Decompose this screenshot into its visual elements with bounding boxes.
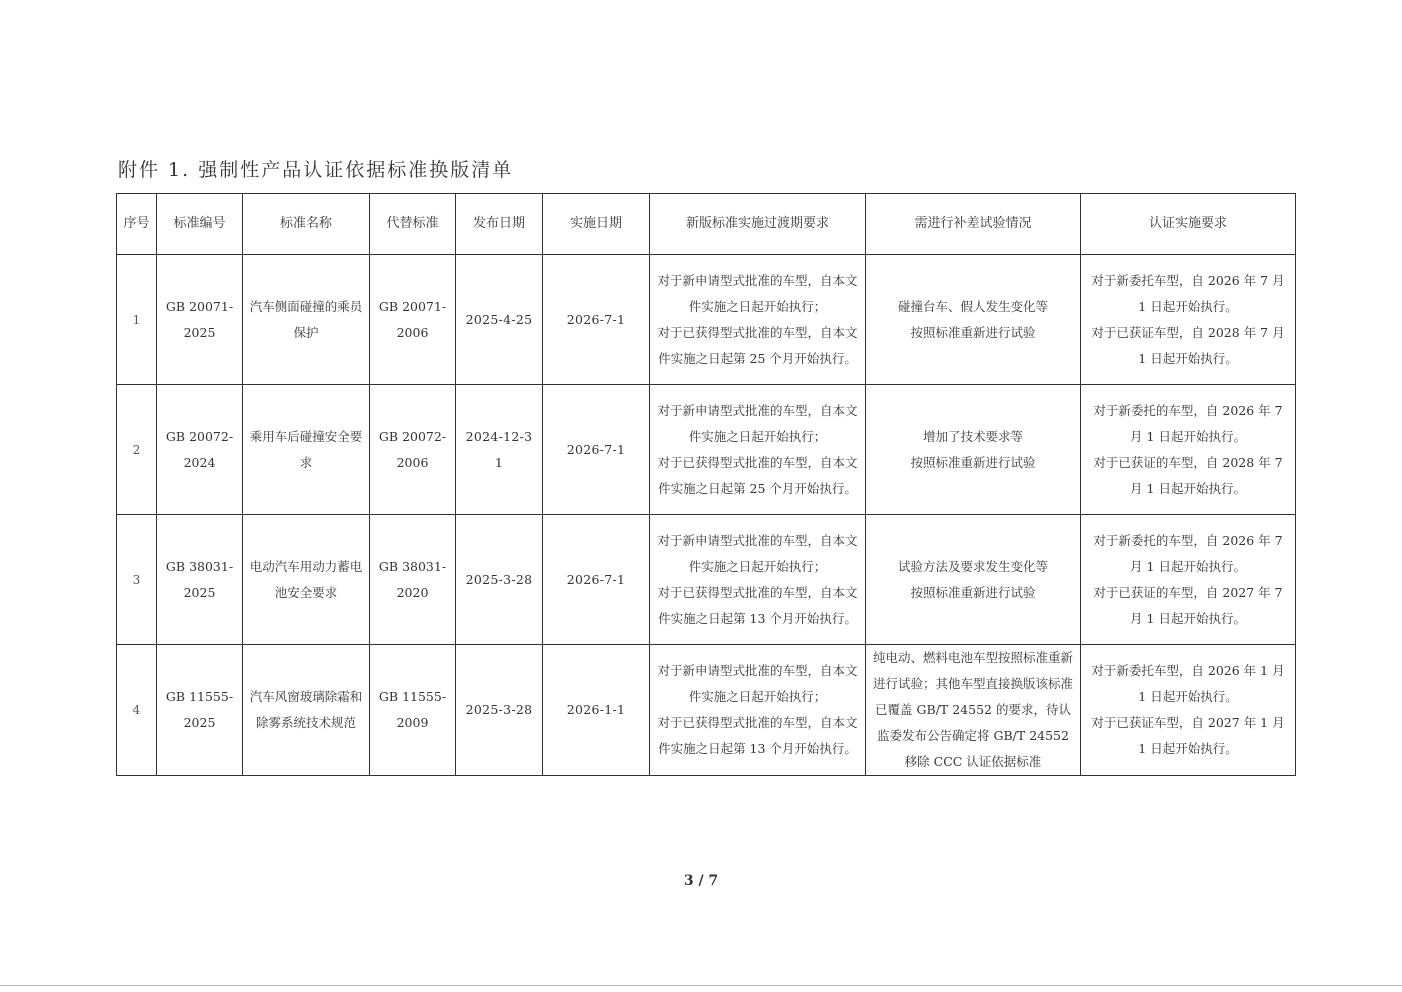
table-body	[117, 255, 1296, 776]
cell-implement-date: 2026-7-1	[543, 255, 650, 385]
table-row	[117, 515, 1296, 645]
cell-seq: 1	[117, 255, 157, 385]
standards-table	[116, 193, 1296, 776]
cell-transition	[650, 255, 866, 385]
cell-supplementary-test	[866, 515, 1081, 645]
cell-name: 汽车风窗玻璃除霜和除雾系统技术规范	[243, 645, 370, 776]
header-name: 标准名称	[243, 194, 370, 255]
cell-seq: 2	[117, 385, 157, 515]
certification-existing-line: 对于已获证的车型，自 2027 年 7 月 1 日起开始执行。	[1093, 584, 1283, 626]
cell-implement-date: 2026-7-1	[543, 515, 650, 645]
cell-seq: 3	[117, 515, 157, 645]
certification-existing-line: 对于已获证的车型，自 2028 年 7 月 1 日起开始执行。	[1093, 454, 1283, 496]
cell-replaces: GB 20071-2006	[370, 255, 456, 385]
cell-implement-date: 2026-1-1	[543, 645, 650, 776]
certification-new-line: 对于新委托的车型，自 2026 年 7 月 1 日起开始执行。	[1093, 532, 1283, 574]
document-title: 附件 1. 强制性产品认证依据标准换版清单	[118, 159, 514, 181]
cell-name: 汽车侧面碰撞的乘员保护	[243, 255, 370, 385]
cell-code: GB 20071-2025	[157, 255, 243, 385]
header-transition: 新版标准实施过渡期要求	[650, 194, 866, 255]
cell-supplementary-test	[866, 385, 1081, 515]
transition-new-line: 对于新申请型式批准的车型，自本文件实施之日起开始执行；	[657, 402, 858, 444]
cell-implement-date: 2026-7-1	[543, 385, 650, 515]
cell-certification	[1081, 645, 1296, 776]
header-implement-date: 实施日期	[543, 194, 650, 255]
cell-replaces: GB 38031-2020	[370, 515, 456, 645]
certification-existing-line: 对于已获证车型，自 2028 年 7 月 1 日起开始执行。	[1091, 324, 1285, 366]
certification-existing-line: 对于已获证车型，自 2027 年 1 月 1 日起开始执行。	[1091, 715, 1285, 756]
certification-new-line: 对于新委托的车型，自 2026 年 7 月 1 日起开始执行。	[1093, 402, 1283, 444]
cell-publish-date: 2025-3-28	[456, 515, 543, 645]
cell-name: 电动汽车用动力蓄电池安全要求	[243, 515, 370, 645]
header-certification: 认证实施要求	[1081, 194, 1296, 255]
cell-transition	[650, 645, 866, 776]
test-line: 按照标准重新进行试验	[910, 584, 1036, 600]
test-line: 增加了技术要求等	[922, 428, 1023, 444]
cell-publish-date: 2025-4-25	[456, 255, 543, 385]
cell-code: GB 38031-2025	[157, 515, 243, 645]
cell-replaces: GB 11555-2009	[370, 645, 456, 776]
transition-existing-line: 对于已获得型式批准的车型，自本文件实施之日起第 13 个月开始执行。	[657, 715, 858, 756]
certification-new-line: 对于新委托车型，自 2026 年 1 月 1 日起开始执行。	[1091, 663, 1285, 704]
header-seq: 序号	[117, 194, 157, 255]
cell-supplementary-test	[866, 255, 1081, 385]
test-line: 按照标准重新进行试验	[910, 454, 1036, 470]
transition-new-line: 对于新申请型式批准的车型，自本文件实施之日起开始执行；	[657, 663, 858, 704]
test-line: 按照标准重新进行试验	[910, 324, 1036, 340]
table-row	[117, 385, 1296, 515]
cell-certification	[1081, 255, 1296, 385]
transition-new-line: 对于新申请型式批准的车型，自本文件实施之日起开始执行；	[657, 272, 858, 314]
cell-transition	[650, 385, 866, 515]
test-line: 纯电动、燃料电池车型按照标准重新进行试验；其他车型直接换版该标准已覆盖 GB/T 24552 的要求，待认监委发布公告确定将 GB/T 24552 移除 CCC 认证依据标准	[872, 650, 1073, 769]
test-line: 试验方法及要求发生变化等	[897, 558, 1048, 574]
cell-publish-date: 2025-3-28	[456, 645, 543, 776]
header-row	[117, 194, 1296, 255]
transition-existing-line: 对于已获得型式批准的车型，自本文件实施之日起第 25 个月开始执行。	[657, 454, 858, 496]
transition-existing-line: 对于已获得型式批准的车型，自本文件实施之日起第 25 个月开始执行。	[657, 324, 858, 366]
table-row	[117, 645, 1296, 776]
cell-publish-date: 2024-12-31	[456, 385, 543, 515]
header-code: 标准编号	[157, 194, 243, 255]
header-publish-date: 发布日期	[456, 194, 543, 255]
certification-new-line: 对于新委托车型，自 2026 年 7 月 1 日起开始执行。	[1091, 272, 1285, 314]
cell-seq: 4	[117, 645, 157, 776]
page-bottom-divider	[0, 985, 1402, 986]
cell-certification	[1081, 385, 1296, 515]
transition-existing-line: 对于已获得型式批准的车型，自本文件实施之日起第 13 个月开始执行。	[657, 584, 858, 626]
table-header	[117, 194, 1296, 255]
table-row	[117, 255, 1296, 385]
page-number: 3 / 7	[683, 873, 719, 889]
cell-name: 乘用车后碰撞安全要求	[243, 385, 370, 515]
cell-supplementary-test	[866, 645, 1081, 776]
cell-code: GB 11555-2025	[157, 645, 243, 776]
cell-certification	[1081, 515, 1296, 645]
cell-code: GB 20072-2024	[157, 385, 243, 515]
transition-new-line: 对于新申请型式批准的车型，自本文件实施之日起开始执行；	[657, 532, 858, 574]
header-supplementary-test: 需进行补差试验情况	[866, 194, 1081, 255]
test-line: 碰撞台车、假人发生变化等	[897, 298, 1048, 314]
cell-transition	[650, 515, 866, 645]
cell-replaces: GB 20072-2006	[370, 385, 456, 515]
header-replaces: 代替标准	[370, 194, 456, 255]
